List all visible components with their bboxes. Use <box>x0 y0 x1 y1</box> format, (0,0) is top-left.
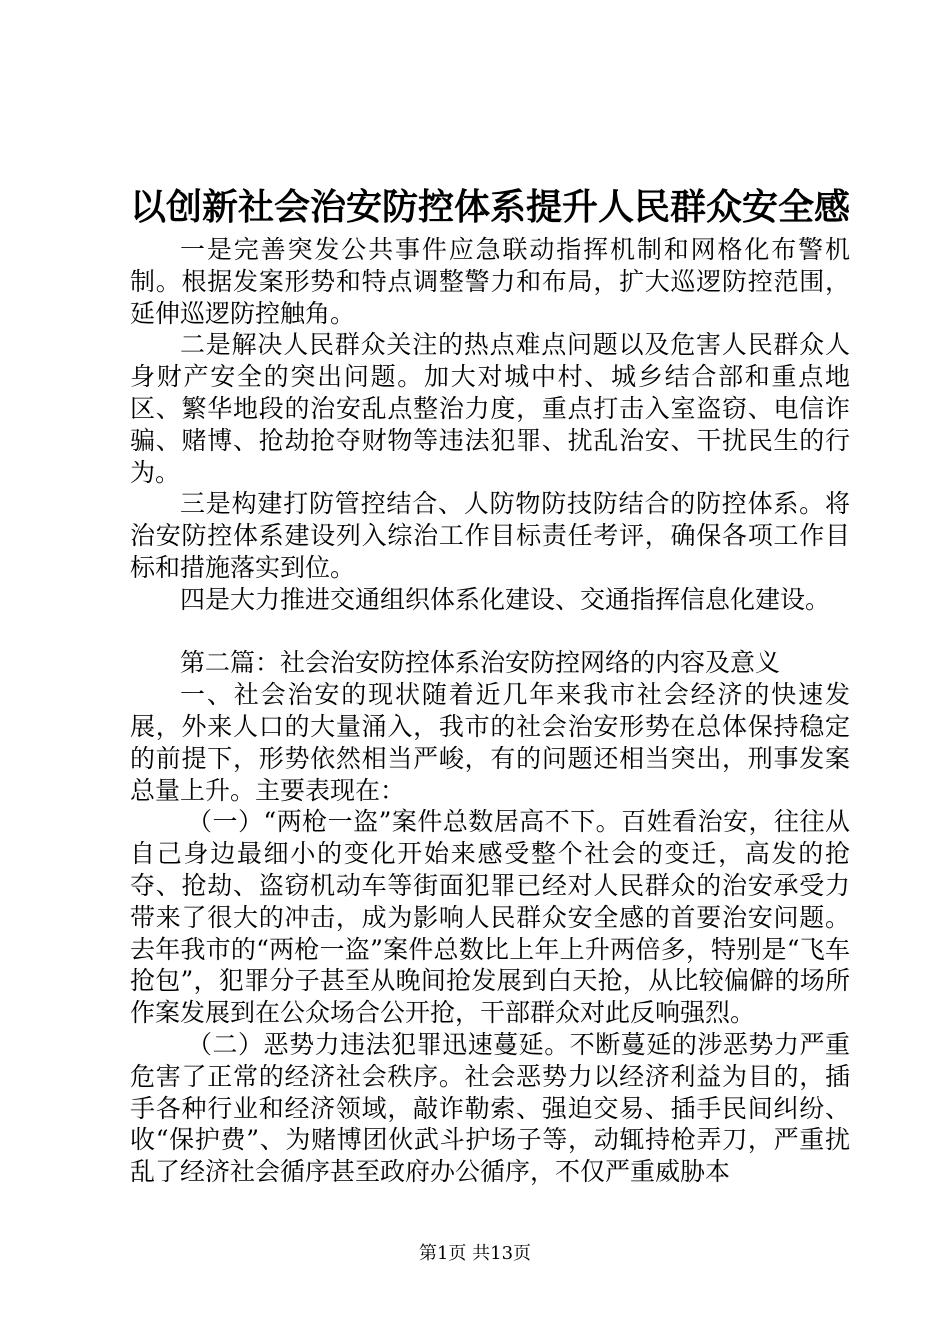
page-footer: 第1页 共13页 <box>418 1243 532 1264</box>
section-spacer <box>130 616 850 648</box>
paragraph-3: 三是构建打防管控结合、人防物防技防结合的防控体系。将治安防控体系建设列入综治工作目标责任考评，确保各项工作目标和措施落实到位。 <box>130 489 850 582</box>
paragraph-1: 一是完善突发公共事件应急联动指挥机制和网格化布警机制。根据发案形势和特点调整警力和布局，扩大巡逻防控范围，延伸巡逻防控触角。 <box>130 235 850 328</box>
paragraph-2: 二是解决人民群众关注的热点难点问题以及危害人民群众人身财产安全的突出问题。加大对城中村、城乡结合部和重点地区、繁华地段的治安乱点整治力度，重点打击入室盗窃、电信诈骗、赌博、抢劫抢夺财物等违法犯罪、扰乱治安、干扰民生的行为。 <box>130 330 850 487</box>
section2-paragraph-3: （二）恶势力违法犯罪迅速蔓延。不断蔓延的涉恶势力严重危害了正常的经济社会秩序。社会恶势力以经济利益为目的，插手各种行业和经济领域，敲诈勒索、强迫交易、插手民间纠纷、收“保护费”、为赌博团伙武斗护场子等，动辄持枪弄刀，严重扰乱了经济社会循序甚至政府办公循序，不仅严重威胁本 <box>130 1029 850 1187</box>
paragraph-4: 四是大力推进交通组织体系化建设、交通指挥信息化建设。 <box>180 584 831 614</box>
document-page <box>130 182 850 1188</box>
section2-paragraph-2: （一）“两枪一盗”案件总数居高不下。百姓看治安，往往从自己身边最细小的变化开始来感受整个社会的变迁，高发的抢夺、抢劫、盗窃机动车等街面犯罪已经对人民群众的治安承受力带来了很大的冲击，成为影响人民群众安全感的首要治安问题。去年我市的“两枪一盗”案件总数比上年上升两倍多，特别是“飞车抢包”，犯罪分子甚至从晚间抢发展到白天抢，从比较偏僻的场所作案发展到在公众场合公开抢，干部群众对此反响强烈。 <box>130 807 850 1028</box>
section2-paragraph-1: 一、社会治安的现状随着近几年来我市社会经济的快速发展，外来人口的大量涌入，我市的社会治安形势在总体保持稳定的前提下，形势依然相当严峻，有的问题还相当突出，刑事发案总量上升。主要表现在： <box>130 680 850 805</box>
section2-heading: 第二篇：社会治安防控体系治安防控网络的内容及意义 <box>180 648 781 678</box>
document-title: 以创新社会治安防控体系提升人民群众安全感 <box>130 187 851 228</box>
